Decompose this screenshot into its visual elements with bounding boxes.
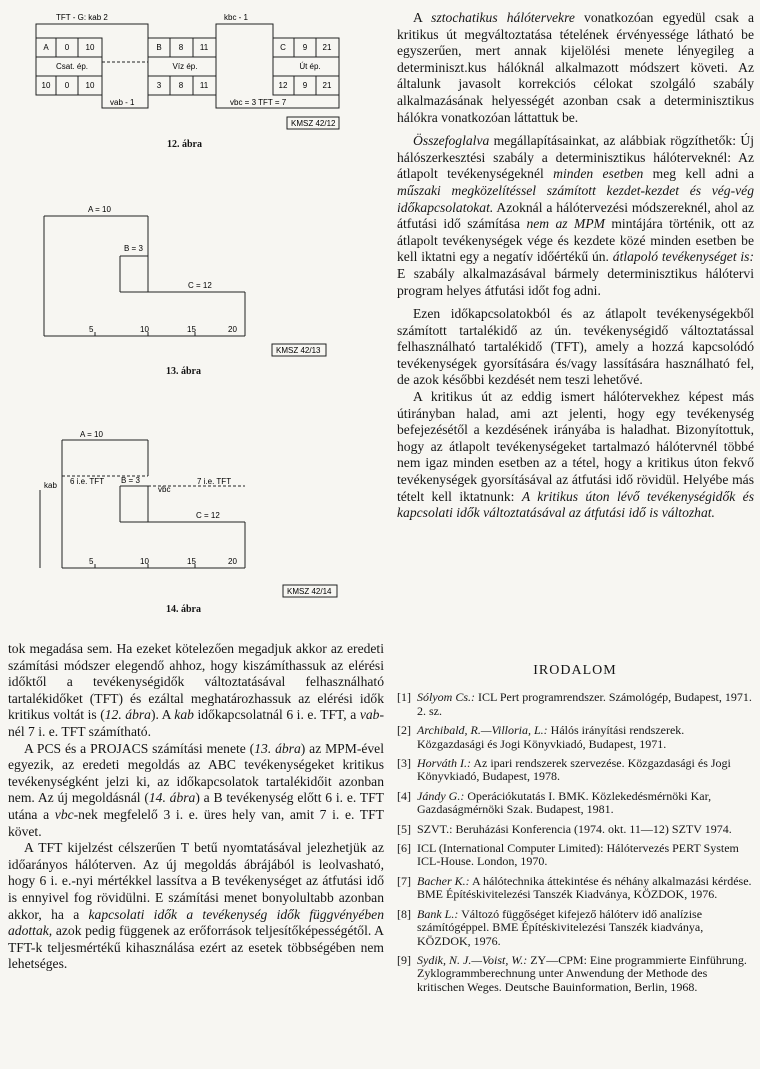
reference-text	[417, 875, 753, 902]
fig12-tft-label: TFT - G: kab 2	[56, 13, 108, 22]
reference-item	[397, 757, 753, 784]
text-run: tok megadása sem. Ha ezeket kötelezően megadjuk akkor az eredeti számítási módszer elegendő ahhoz, hogy kiszámíthassuk az elérési időktől a tevékenységidők változtatásával felhasználható tartalékidőket (TFT) és ezáltal meghatározhassuk az elérési idők kritikus voltát is (	[8, 641, 384, 723]
fig12-vbc-label: vbc = 3 TFT = 7	[230, 98, 287, 107]
box-a-top-2: 10	[85, 43, 95, 52]
fig14-label-c: C = 12	[196, 511, 220, 520]
fig14-label-kab: kab	[44, 481, 57, 490]
box-c-bot-1: 9	[302, 81, 308, 90]
emphasis: átlapoló tevékenységet is:	[612, 249, 754, 265]
text-run: A PCS és a PROJACS számítási menete (	[24, 740, 255, 756]
fig12-vab-label: vab - 1	[110, 98, 135, 107]
fig14-label-vbc: vbc	[158, 485, 171, 494]
figure-reference: 13. ábra	[254, 740, 301, 756]
reference-item	[397, 790, 753, 817]
text-run: Azoknál a hálótervezési módszereknél, ahol az átfutási idő számítása	[397, 199, 754, 232]
reference-author: Horváth I.:	[417, 756, 471, 771]
references-section	[397, 664, 753, 1000]
reference-body: Operációkutatás I. BMK. Közlekedésmérnöki Kar, Gazdaságmérnöki Szak. Budapest, 1981.	[417, 788, 712, 817]
paragraph	[397, 10, 754, 126]
box-c-top-2: 21	[322, 43, 332, 52]
box-b-bot-2: 11	[199, 81, 209, 90]
reference-item	[397, 823, 753, 836]
figure-14	[0, 428, 390, 600]
reference-author: Bacher K.:	[417, 873, 470, 888]
reference-text	[417, 842, 753, 869]
reference-author: Sydik, N. J.—Voist, W.:	[417, 952, 528, 967]
figure-13	[0, 196, 390, 366]
text-run: ) az MPM-ével egyezik, az eredeti megoldás az ABC tevékenységeket kritikus tevékenységként jelzi ki, az időkapcsolatok tartalékidőit azonban nem. Az új megoldásnál (	[8, 740, 384, 806]
reference-item	[397, 908, 753, 948]
fig13-tick-5: 5	[89, 325, 94, 334]
reference-author: Bank L.:	[417, 906, 459, 921]
box-c-bot-0: 12	[278, 81, 288, 90]
box-a-bot-0: 10	[41, 81, 51, 90]
box-b-top-0: B	[156, 43, 162, 52]
figure-14-caption: 14. ábra	[166, 604, 201, 615]
references-heading: IRODALOM	[533, 663, 617, 678]
paragraph	[8, 840, 384, 973]
box-a-bot-1: 0	[64, 81, 70, 90]
reference-author: Jándy G.:	[417, 788, 465, 803]
text-run: -nél 7 i. e. TFT számítható.	[8, 707, 384, 739]
fig14-label-tft7: 7 i.e. TFT	[197, 477, 232, 486]
variable: vbc	[54, 806, 74, 822]
reference-item	[397, 954, 753, 994]
reference-author: Sólyom Cs.:	[417, 690, 475, 705]
figure-14-diagram	[0, 428, 390, 600]
fig14-label-b: B = 3	[121, 476, 140, 485]
emphasis: műszaki megközelítéssel számított kezdet-kezdet és vég-vég időkapcsolatokat.	[397, 182, 754, 215]
reference-item	[397, 875, 753, 902]
reference-text	[417, 954, 753, 994]
figure-13-diagram	[0, 196, 390, 366]
reference-body: A hálótechnika áttekintése és néhány alkalmazási kérdése. BME Építéskivitelezési Tanszék Kiadványa, KÖZDOK, 1976.	[417, 873, 752, 902]
fig13-label-a: A = 10	[88, 205, 111, 214]
text-run: A kritikus út az eddig ismert hálótervekhez képest más útirányban halad, ami azt jelenti, hogy egy tevékenység befejezésétől a kezdésének irányába is haladhat. Bizonyítottuk, hogy az átlapolt tevékenységeket tartalmazó hálótervnél többé nem igaz minden esetben az a tétel, hogy a kritikus úton fekvő tevékenységek gyorsításával az átfutási idő rövidül. Helyébe más tételt kell iktatnunk:	[397, 389, 754, 504]
reference-text	[417, 823, 753, 836]
fig13-label-c: C = 12	[188, 281, 212, 290]
emphasis: minden esetben	[553, 166, 644, 182]
figure-reference: 14. ábra	[148, 790, 196, 806]
paragraph: Ezen időkapcsolatokból és az átlapolt tevékenységekből számított tartalékidő az ún. tevékenységidő változtatással felhasználható tartalékidő (TFT), amely a hozzá kapcsolódó tevékenységek gyorsítására és/vagy lassítására használható fel, de azok későbbi kezdését nem teszi lehetővé.	[397, 306, 754, 388]
reference-text	[417, 691, 753, 718]
figure-reference: 12. ábra	[104, 707, 151, 723]
reference-number: [4]	[397, 788, 411, 803]
text-run: A TFT kijelzést célszerűen T betű nyomtatásával jelezhetjük az időarányos hálóterven. Az új megoldás ábrájából is leolvasható, hogy 6 i. e.-nyi mértékkel lassítva a B tevékenységet az átfutási idő is ennyivel fog rövidülni. E számítási menet bonyolultabb azonban akkor, ha a	[8, 840, 384, 922]
fig14-stamp: KMSZ 42/14	[287, 587, 332, 596]
fig13-stamp: KMSZ 42/13	[276, 346, 321, 355]
reference-author: Archibald, R.—Villoria, L.:	[417, 723, 548, 738]
text-run: meg kell adni a	[643, 166, 754, 182]
text-run: A	[413, 10, 432, 25]
reference-number: [9]	[397, 952, 411, 967]
fig14-tick-10: 10	[140, 557, 149, 566]
text-run: mintájára történik, ott az átlapolt tevékenységek vége és kezdete közé minden esetben be kell iktatni egy a negatív időértékű ún.	[397, 216, 755, 265]
paragraph	[8, 741, 384, 841]
reference-number: [3]	[397, 756, 411, 771]
fig13-label-b: B = 3	[124, 244, 143, 253]
fig12-kbc-label: kbc - 1	[224, 13, 249, 22]
reference-number: [5]	[397, 821, 411, 836]
reference-body: ICL (International Computer Limited): Hálótervezés PERT System ICL-House. London, 1970.	[417, 841, 739, 869]
reference-number: [7]	[397, 873, 411, 888]
fig12-stamp: KMSZ 42/12	[291, 119, 336, 128]
emphasis: Összefoglalva	[413, 133, 490, 149]
box-c-bot-2: 21	[322, 81, 332, 90]
reference-body: SZVT.: Beruházási Konferencia (1974. okt. 11—12) SZTV 1974.	[417, 821, 732, 836]
reference-item	[397, 842, 753, 869]
reference-item	[397, 691, 753, 718]
reference-body: ZY—CPM: Eine programmierte Einführung. Zyklogrammberechnung unter Anwendung der Methode des kritischen Weges. Deutsche Bauinformation, Berlin, 1968.	[417, 952, 747, 994]
reference-body: Hálós irányítási rendszerek. Közgazdasági és Jogi Könyvkiadó, Budapest, 1971.	[417, 723, 685, 751]
emphasis: kapcsolati idők a tevékenység idők függvényében adottak,	[8, 906, 385, 939]
text-run: ) a B tevékenység előtt 6 i. e. TFT utána a	[8, 790, 384, 822]
fig13-tick-20: 20	[228, 325, 237, 334]
box-a-mid: Csat. ép.	[55, 62, 89, 71]
figure-12-diagram	[0, 0, 390, 140]
reference-number: [8]	[397, 906, 411, 921]
reference-body: Az ipari rendszerek szervezése. Közgazdasági és Jogi Könyvkiadó, Budapest, 1978.	[417, 756, 731, 784]
fig14-tick-15: 15	[187, 557, 196, 566]
box-c-mid: Út ép.	[299, 62, 321, 71]
text-run: megállapításainkat, az alábbiak rögzíthetők: Új hálószerkesztési szabály a determinisztikus hálóterveknél: Az átlapolt tevékenységeknél	[397, 133, 754, 182]
box-b-top-2: 11	[199, 43, 209, 52]
box-b-bot-1: 8	[178, 81, 184, 90]
reference-text	[417, 724, 753, 751]
fig14-label-a: A = 10	[80, 430, 103, 439]
text-run: időkapcsolatnál 6 i. e. TFT, a	[193, 707, 360, 723]
figure-12-caption: 12. ábra	[167, 139, 202, 150]
right-column-text	[397, 10, 754, 522]
reference-number: [6]	[397, 841, 411, 856]
variable: kab	[174, 707, 194, 723]
fig14-label-tft6: 6 i.e. TFT	[70, 477, 105, 486]
reference-text	[417, 757, 753, 784]
emphasis: A kritikus úton lévő tevékenységidők és kapcsolati idők változtatásával az átfutási idő is változhat.	[397, 488, 754, 521]
figure-13-caption: 13. ábra	[166, 366, 201, 377]
figure-12	[0, 0, 390, 140]
box-a-bot-2: 10	[85, 81, 95, 90]
box-a-top-0: A	[43, 43, 49, 52]
text-run: azok pedig függenek az erőforrások teljesítőképességétől. A TFT-k teljesmértékű kihasználása ezért az esetek többségében nem lehetséges.	[8, 923, 384, 972]
text-run: -nek megfelelő 3 i. e. üres hely van, amit 7 i. e. TFT követ.	[8, 806, 384, 839]
variable: vab	[359, 707, 380, 723]
box-c-top-1: 9	[302, 43, 308, 52]
fig13-tick-10: 10	[140, 325, 149, 334]
reference-text	[417, 790, 753, 817]
reference-text	[417, 908, 753, 948]
box-c-top-0: C	[280, 43, 286, 52]
text-run: E szabály alkalmazásával bármely determinisztikus hálótervi program helyes átfutási időt fog adni.	[397, 265, 754, 298]
left-column-text	[8, 641, 384, 973]
reference-number: [1]	[397, 690, 411, 705]
reference-body: ICL Pert programrendszer. Számológép, Budapest, 1971. 2. sz.	[417, 690, 752, 718]
fig14-tick-20: 20	[228, 557, 237, 566]
reference-body: Változó függőséget kifejező hálóterv idő analízise számítógéppel. BME Építéskivitelezési Tanszék kiadványa, KÖZDOK, 1976.	[417, 906, 704, 948]
fig13-tick-15: 15	[187, 325, 196, 334]
emphasis: nem az MPM	[526, 216, 605, 232]
emphasis: sztochatikus hálótervekre	[431, 10, 575, 25]
box-b-mid: Víz ép.	[172, 62, 198, 71]
text-run: ). A	[150, 707, 175, 723]
box-b-top-1: 8	[178, 43, 184, 52]
box-b-bot-0: 3	[156, 81, 162, 90]
paragraph	[397, 133, 754, 299]
reference-item	[397, 724, 753, 751]
reference-number: [2]	[397, 723, 411, 738]
paragraph	[8, 641, 384, 741]
text-run: vonatkozóan egyedül csak a kritikus út megváltoztatása tételének érvényessége látható be egyszerűen, mert annak kijelölési menete lényegileg a determiniszt.kus hálóknál alkalmazott módszert követi. Az általunk javasolt korrekciós célokat szolgáló szabály alkalmazásának helyességét azonban csak a determinisztikus hálókra vonatkozóan láttattuk be.	[397, 10, 754, 125]
fig14-tick-5: 5	[89, 557, 94, 566]
box-a-top-1: 0	[64, 43, 70, 52]
paragraph	[397, 389, 754, 522]
